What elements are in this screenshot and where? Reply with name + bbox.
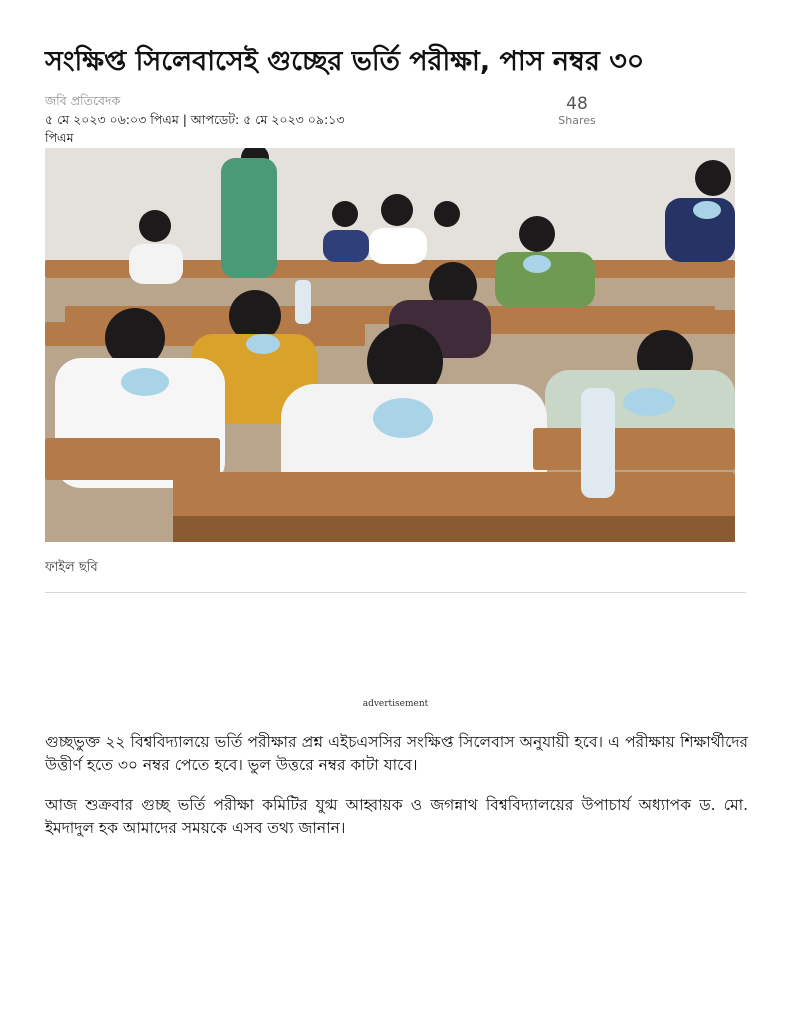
photo-desk-front-right — [533, 428, 735, 470]
photo-face-mask — [121, 368, 169, 396]
photo-person-back-head — [332, 201, 358, 227]
photo-water-bottle — [581, 388, 615, 498]
article-photo — [45, 148, 735, 542]
publish-dateline: ৫ মে ২০২৩ ০৬:০৩ পিএম | আপডেট: ৫ মে ২০২৩ ০৯:১৩ পিএম — [45, 112, 345, 145]
photo-person-back-head — [381, 194, 413, 226]
article-paragraph: আজ শুক্রবার গুচ্ছ ভর্তি পরীক্ষা কমিটির যুগ্ম আহ্বায়ক ও জগন্নাথ বিশ্ববিদ্যালয়ের উপাচার্য অধ্যাপক ড. মো. ইমদাদুল হক আমাদের সময়কে এসব তথ্য জানান। — [45, 796, 748, 837]
photo-person-back-head — [519, 216, 555, 252]
photo-desk-front-edge — [173, 516, 735, 542]
photo-face-mask — [523, 255, 551, 273]
photo-person-back-body — [129, 244, 183, 284]
photo-person-standing-body — [221, 158, 277, 278]
share-label: Shares — [558, 114, 596, 127]
exam-hall-photo — [45, 148, 735, 542]
share-counter[interactable] — [540, 94, 614, 127]
article-paragraph: গুচ্ছভুক্ত ২২ বিশ্ববিদ্যালয়ে ভর্তি পরীক্ষার প্রশ্ন এইচএসসির সংক্ষিপ্ত সিলেবাস অনুযায়ী হবে। এ পরীক্ষায় শিক্ষার্থীদের উত্তীর্ণ হতে ৩০ নম্বর পেতে হবে। ভুল উত্তরে নম্বর কাটা যাবে। — [45, 733, 748, 774]
photo-person-back-head — [434, 201, 460, 227]
author-link[interactable]: জবি প্রতিবেদক — [45, 93, 121, 108]
article-headline: সংক্ষিপ্ত সিলেবাসেই গুচ্ছের ভর্তি পরীক্ষা, পাস নম্বর ৩০ — [45, 46, 645, 77]
share-count: 48 — [566, 94, 588, 114]
author-byline — [45, 92, 120, 110]
photo-person-back-head — [139, 210, 171, 242]
photo-desk-front — [173, 472, 735, 522]
photo-water-bottle — [295, 280, 311, 324]
photo-person-back-head — [695, 160, 731, 196]
photo-desk-right — [485, 310, 735, 334]
advertisement-label: advertisement — [362, 699, 429, 709]
photo-face-mask — [623, 388, 675, 416]
photo-face-mask — [693, 201, 721, 219]
photo-person-back-body — [323, 230, 369, 262]
content-divider — [45, 592, 746, 593]
photo-face-mask — [246, 334, 280, 354]
photo-face-mask — [373, 398, 433, 438]
photo-person-back-body — [369, 228, 427, 264]
image-caption: ফাইল ছবি — [45, 560, 98, 575]
